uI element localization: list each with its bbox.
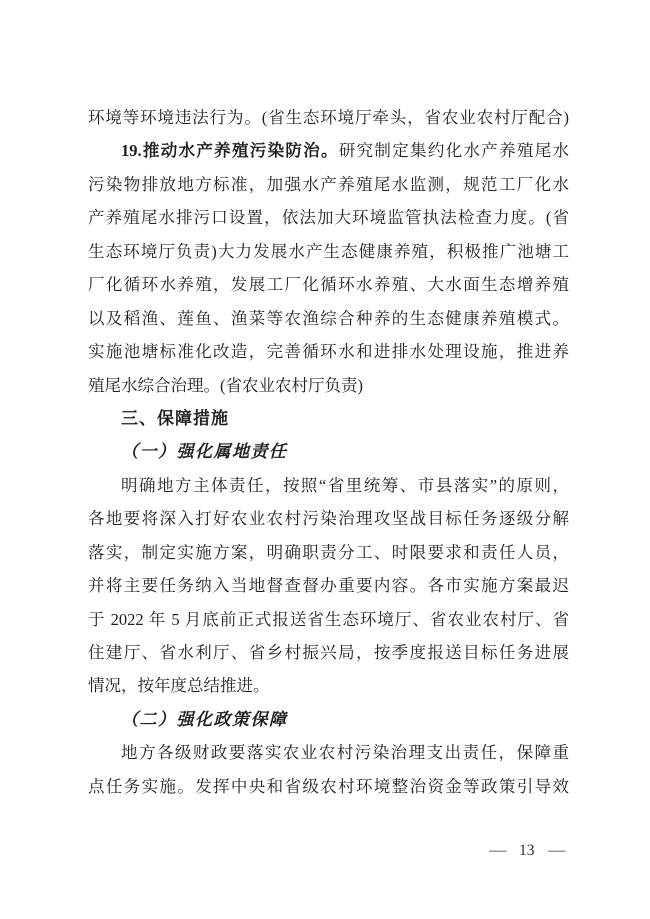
text-line [88, 502, 569, 535]
text-run: 以及稻渔、莲鱼、渔菜等农渔综合种养的生态健康养殖模式。 [88, 308, 569, 328]
text-line [88, 201, 569, 234]
text-run: 地方各级财政要落实农业农村污染治理支出责任，保障重 [121, 743, 569, 763]
text-run: 并将主要任务纳入当地督查督办重要内容。各市实施方案最迟 [88, 576, 569, 596]
text-line [88, 402, 569, 435]
text-run: 生态环境厅负责)大力发展水产生态健康养殖，积极推广池塘工 [88, 241, 569, 261]
text-line [88, 536, 569, 569]
text-run: 产养殖尾水排污口设置，依法加大环境监管执法检查力度。(省 [88, 208, 569, 228]
text-run: 实施池塘标准化改造，完善循环水和进排水处理设施，推进养 [88, 342, 569, 362]
footer-dash-right: — [547, 842, 565, 859]
text-line [88, 335, 569, 368]
text-run: 于 2022 年 5 月底前正式报送省生态环境厅、省农业农村厅、省 [88, 609, 569, 629]
text-run: 各地要将深入打好农业农村污染治理攻坚战目标任务逐级分解 [88, 509, 569, 529]
heading-run: 三、保障措施 [121, 408, 229, 428]
text-line [88, 636, 569, 669]
text-line [88, 101, 569, 134]
document-body [88, 101, 569, 803]
text-line [88, 168, 569, 201]
text-line [88, 268, 569, 301]
page-footer [490, 842, 565, 860]
text-line [88, 134, 569, 167]
page-number: 13 [519, 842, 535, 859]
text-run: 明确地方主体责任，按照“省里统筹、市县落实”的原则， [121, 475, 569, 495]
text-line [88, 435, 569, 468]
text-line [88, 603, 569, 636]
text-line [88, 669, 569, 702]
footer-dash-left: — [488, 842, 506, 859]
subheading-run: （二）强化政策保障 [121, 709, 288, 729]
subheading-run: （一）强化属地责任 [121, 442, 288, 462]
bold-run: 19.推动水产养殖污染防治。 [121, 141, 339, 161]
text-run: 点任务实施。发挥中央和省级农村环境整治资金等政策引导效 [88, 776, 569, 796]
text-run: 厂化循环水养殖，发展工厂化循环水养殖、大水面生态增养殖 [88, 275, 569, 295]
text-run: 污染物排放地方标准，加强水产养殖尾水监测，规范工厂化水 [88, 174, 569, 194]
text-run: 殖尾水综合治理。(省农业农村厅负责) [88, 375, 363, 395]
text-line [88, 736, 569, 769]
text-run: 情况，按年度总结推进。 [88, 676, 270, 696]
text-run: 落实，制定实施方案，明确职责分工、时限要求和责任人员， [88, 542, 569, 562]
text-line [88, 770, 569, 803]
text-line [88, 469, 569, 502]
text-run: 住建厅、省水利厅、省乡村振兴局，按季度报送目标任务进展 [88, 643, 569, 662]
text-line [88, 569, 569, 602]
text-line [88, 369, 569, 402]
text-line [88, 302, 569, 335]
text-line [88, 235, 569, 268]
text-run: 环境等环境违法行为。(省生态环境厅牵头，省农业农村厅配合) [88, 108, 569, 127]
text-line [88, 703, 569, 736]
text-run: 研究制定集约化水产养殖尾水 [338, 141, 569, 161]
